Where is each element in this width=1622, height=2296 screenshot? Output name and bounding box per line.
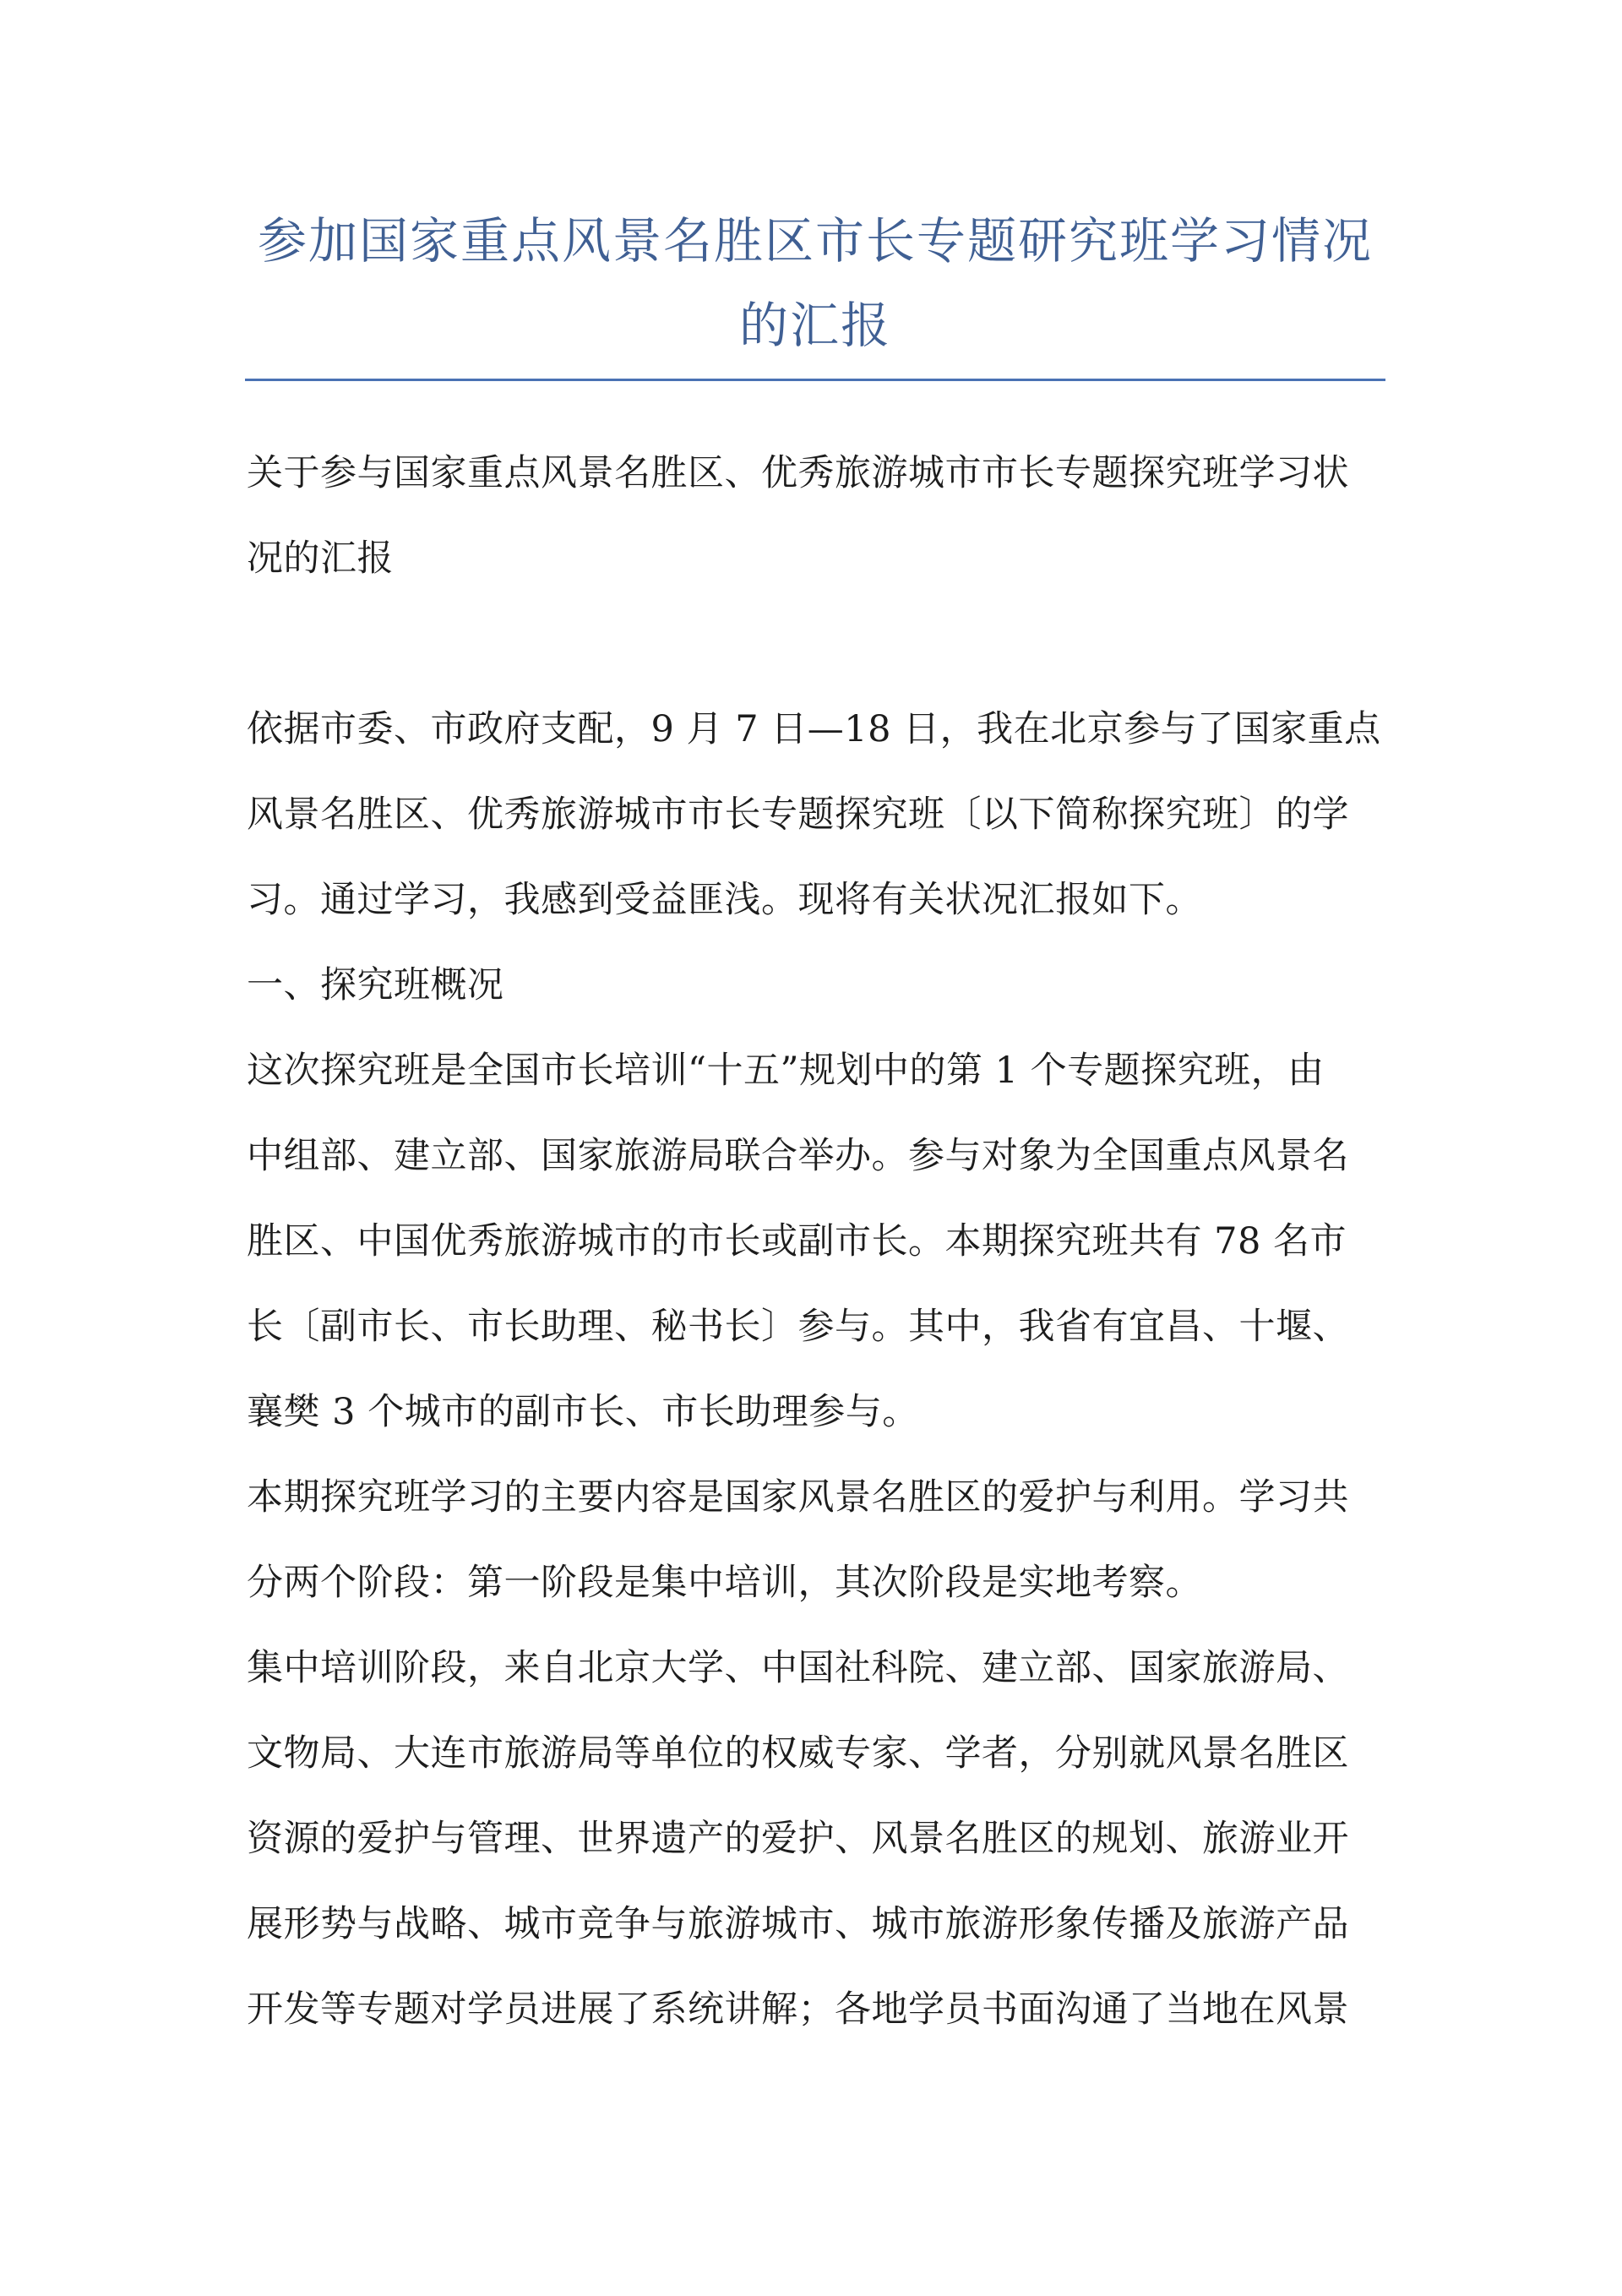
intro-paragraph — [247, 687, 1412, 943]
intro-line-2: 风景名胜区、优秀旅游城市市长专题探究班〔以下简称探究班〕的学 — [247, 794, 1349, 836]
title-divider — [245, 379, 1385, 381]
title-line-1: 参加国家重点风景名胜区市长专题研究班学习情况 — [257, 212, 1373, 270]
para3-line-3: 资源的爱护与管理、世界遗产的爱护、风景名胜区的规划、旅游业开 — [247, 1818, 1349, 1860]
title-line-2: 的汇报 — [738, 297, 891, 354]
para2-line-2: 分两个阶段：第一阶段是集中培训，其次阶段是实地考察。 — [247, 1562, 1202, 1604]
subtitle-line-2: 况的汇报 — [247, 537, 394, 580]
paragraph-training — [247, 1626, 1412, 2053]
document-title — [245, 199, 1385, 368]
paragraph-overview — [247, 1028, 1412, 1455]
para1-line-4: 长〔副市长、市长助理、秘书长〕参与。其中，我省有宜昌、十堰、 — [247, 1306, 1349, 1348]
para1-line-2: 中组部、建立部、国家旅游局联合举办。参与对象为全国重点风景名 — [247, 1135, 1349, 1177]
para3-line-2: 文物局、大连市旅游局等单位的权威专家、学者，分别就风景名胜区 — [247, 1732, 1349, 1775]
document-body — [247, 431, 1412, 2053]
blank-line — [247, 602, 1412, 687]
subtitle-line-1: 关于参与国家重点风景名胜区、优秀旅游城市市长专题探究班学习状 — [247, 452, 1349, 494]
paragraph-content — [247, 1455, 1412, 1626]
para3-line-1: 集中培训阶段，来自北京大学、中国社科院、建立部、国家旅游局、 — [247, 1647, 1349, 1689]
subtitle-paragraph — [247, 431, 1412, 602]
para2-line-1: 本期探究班学习的主要内容是国家风景名胜区的爱护与利用。学习共 — [247, 1476, 1349, 1519]
intro-line-3: 习。通过学习，我感到受益匪浅。现将有关状况汇报如下。 — [247, 879, 1202, 921]
para3-line-5: 开发等专题对学员进展了系统讲解；各地学员书面沟通了当地在风景 — [247, 1988, 1349, 2031]
para1-line-1: 这次探究班是全国市长培训“十五”规划中的第 1 个专题探究班，由 — [247, 1050, 1325, 1092]
section-heading: 一、探究班概况 — [247, 964, 504, 1006]
para1-line-3: 胜区、中国优秀旅游城市的市长或副市长。本期探究班共有 78 名市 — [247, 1220, 1347, 1263]
intro-line-1: 依据市委、市政府支配，9 月 7 日—18 日，我在北京参与了国家重点 — [247, 708, 1381, 750]
para3-line-4: 展形势与战略、城市竞争与旅游城市、城市旅游形象传播及旅游产品 — [247, 1903, 1349, 1945]
para1-line-5: 襄樊 3 个城市的副市长、市长助理参与。 — [247, 1391, 919, 1433]
